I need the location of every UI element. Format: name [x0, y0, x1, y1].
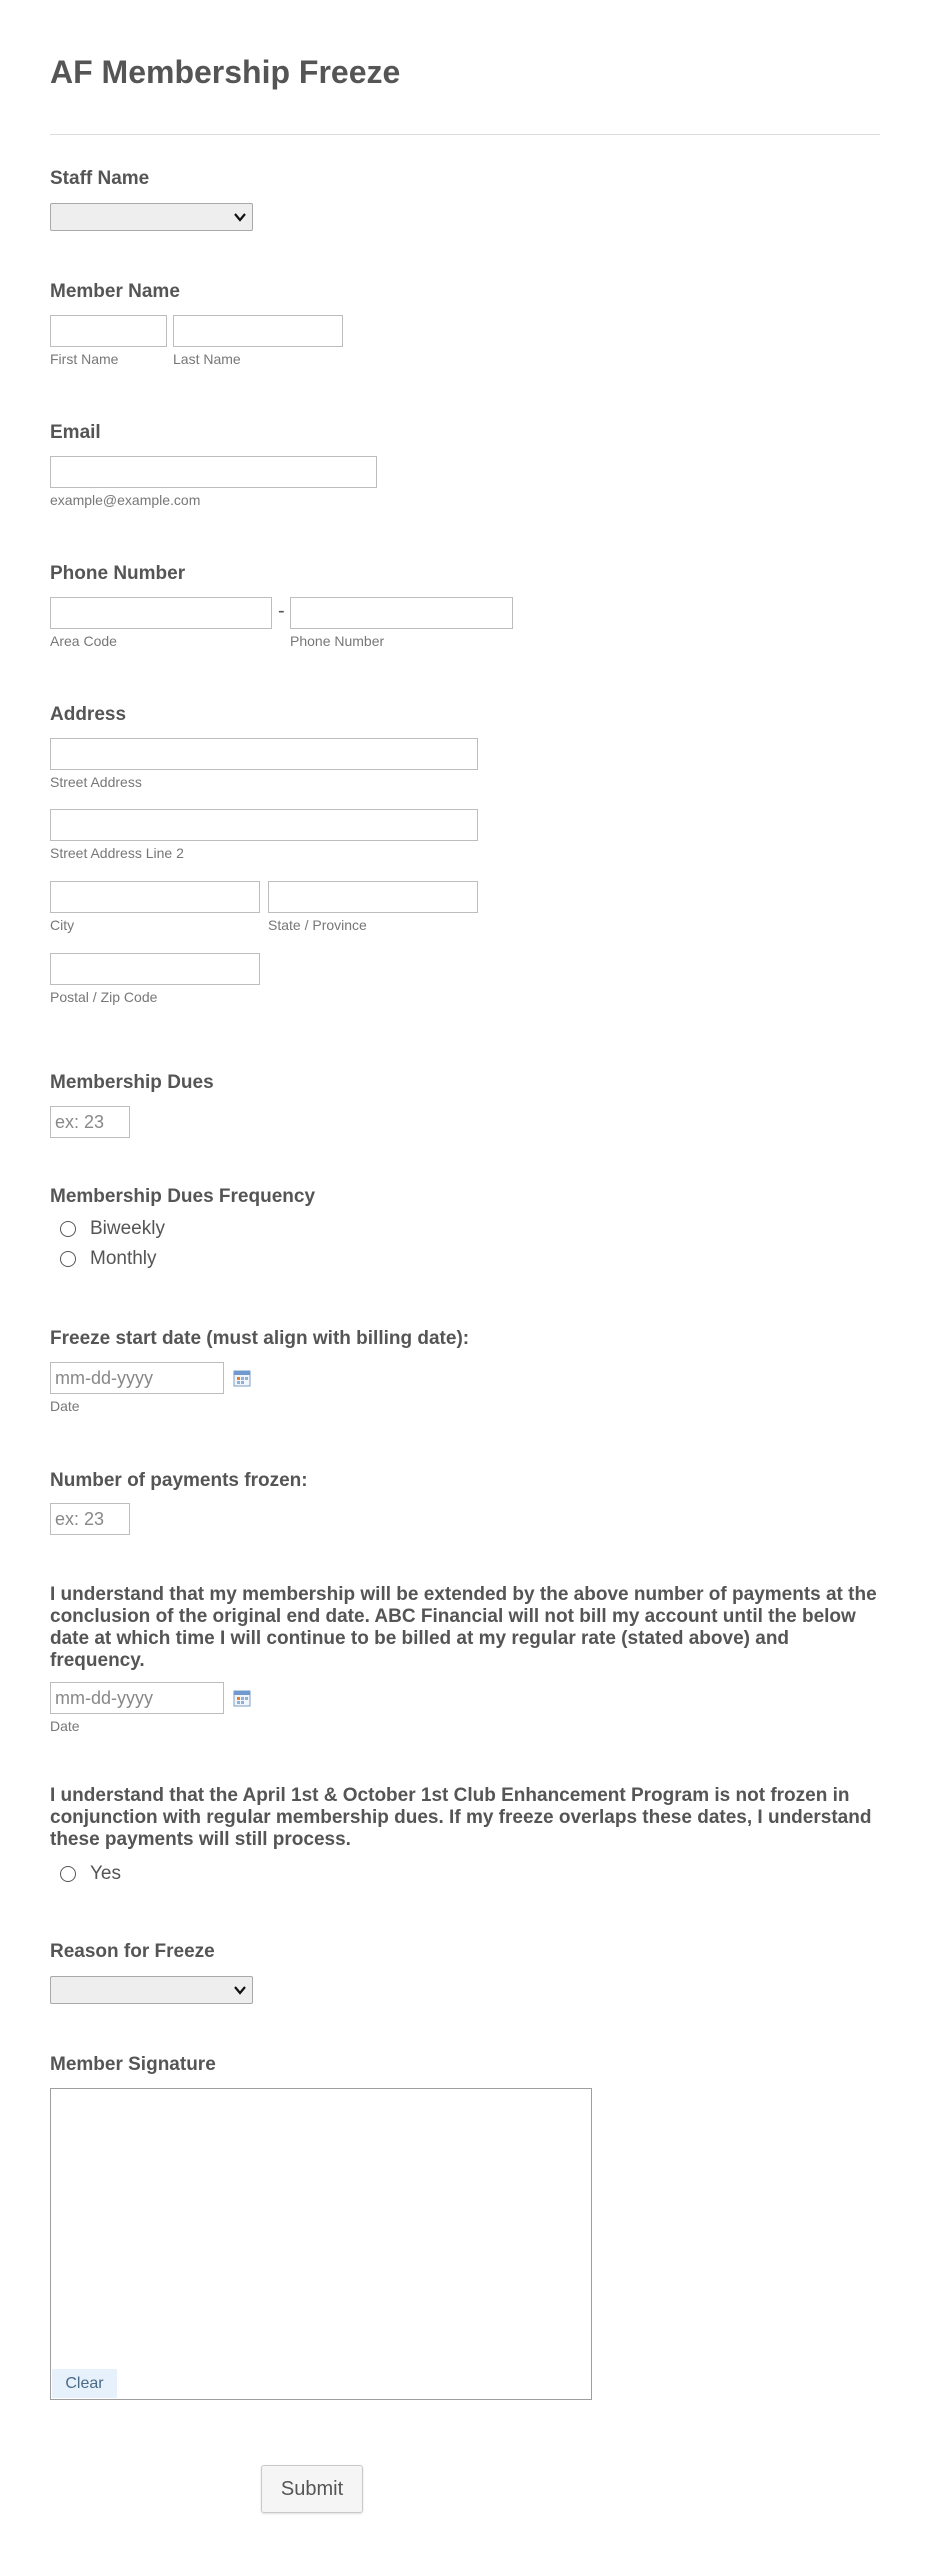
yes-radio[interactable]	[60, 1866, 76, 1882]
page-title: AF Membership Freeze	[50, 54, 401, 90]
monthly-radio[interactable]	[60, 1251, 76, 1267]
state-province-sublabel: State / Province	[268, 917, 367, 933]
freeze-start-placeholder: mm-dd-yyyy	[55, 1368, 153, 1388]
area-code-sublabel: Area Code	[50, 633, 117, 649]
member-name-label: Member Name	[50, 281, 180, 302]
payments-frozen-input[interactable]	[50, 1503, 130, 1535]
payments-frozen-placeholder: ex: 23	[55, 1509, 105, 1529]
phone-number-label: Phone Number	[50, 563, 186, 584]
payments-frozen-label: Number of payments frozen:	[50, 1470, 308, 1491]
yes-label[interactable]: Yes	[90, 1863, 121, 1884]
signature-pad[interactable]	[50, 2088, 592, 2400]
freeze-start-sublabel: Date	[50, 1398, 80, 1414]
staff-name-select[interactable]	[50, 203, 253, 231]
last-name-input[interactable]	[173, 315, 343, 347]
city-input[interactable]	[50, 881, 260, 913]
chevron-down-icon	[234, 1984, 246, 1996]
enhancement-statement: I understand that the April 1st & October 1st Club Enhancement Program is not frozen in conjunction with regular membership dues. If my freeze overlaps these dates, I understand these payments will still process.	[50, 1785, 872, 1850]
dues-frequency-label: Membership Dues Frequency	[50, 1186, 316, 1207]
membership-dues-placeholder: ex: 23	[55, 1112, 105, 1132]
street-address-line2-input[interactable]	[50, 809, 478, 841]
first-name-input[interactable]	[50, 315, 167, 347]
phone-separator: -	[278, 600, 285, 622]
monthly-label[interactable]: Monthly	[90, 1248, 157, 1269]
address-label: Address	[50, 704, 127, 725]
signature-label: Member Signature	[50, 2054, 216, 2075]
billing-resume-sublabel: Date	[50, 1718, 80, 1734]
street-address-sublabel: Street Address	[50, 774, 142, 790]
street-address-line2-sublabel: Street Address Line 2	[50, 845, 184, 861]
calendar-icon[interactable]	[233, 1689, 251, 1707]
chevron-down-icon	[234, 211, 246, 223]
freeze-start-label: Freeze start date (must align with billing date):	[50, 1328, 470, 1349]
first-name-sublabel: First Name	[50, 351, 119, 367]
billing-resume-placeholder: mm-dd-yyyy	[55, 1688, 153, 1708]
clear-signature-button[interactable]: Clear	[52, 2369, 117, 2398]
membership-dues-label: Membership Dues	[50, 1072, 214, 1093]
state-province-input[interactable]	[268, 881, 478, 913]
extension-statement: I understand that my membership will be extended by the above number of payments at the conclusion of the original end date. ABC Financial will not bill my account until the below date at which time I will continue to be billed at my regular rate (stated above) and frequency.	[50, 1584, 877, 1671]
staff-name-label: Staff Name	[50, 168, 150, 189]
membership-dues-input[interactable]	[50, 1106, 130, 1138]
email-input[interactable]	[50, 456, 377, 488]
area-code-input[interactable]	[50, 597, 272, 629]
billing-resume-date-input[interactable]	[50, 1682, 224, 1714]
biweekly-label[interactable]: Biweekly	[90, 1218, 165, 1239]
phone-number-sublabel: Phone Number	[290, 633, 385, 649]
calendar-icon[interactable]	[233, 1369, 251, 1387]
postal-code-input[interactable]	[50, 953, 260, 985]
reason-select[interactable]	[50, 1976, 253, 2004]
biweekly-radio[interactable]	[60, 1221, 76, 1237]
last-name-sublabel: Last Name	[173, 351, 241, 367]
phone-number-input[interactable]	[290, 597, 513, 629]
email-label: Email	[50, 422, 101, 443]
submit-button[interactable]: Submit	[261, 2465, 363, 2513]
email-sublabel: example@example.com	[50, 492, 201, 508]
city-sublabel: City	[50, 917, 75, 933]
street-address-input[interactable]	[50, 738, 478, 770]
title-divider	[50, 134, 880, 135]
freeze-start-date-input[interactable]	[50, 1362, 224, 1394]
reason-label: Reason for Freeze	[50, 1941, 215, 1962]
postal-code-sublabel: Postal / Zip Code	[50, 989, 158, 1005]
